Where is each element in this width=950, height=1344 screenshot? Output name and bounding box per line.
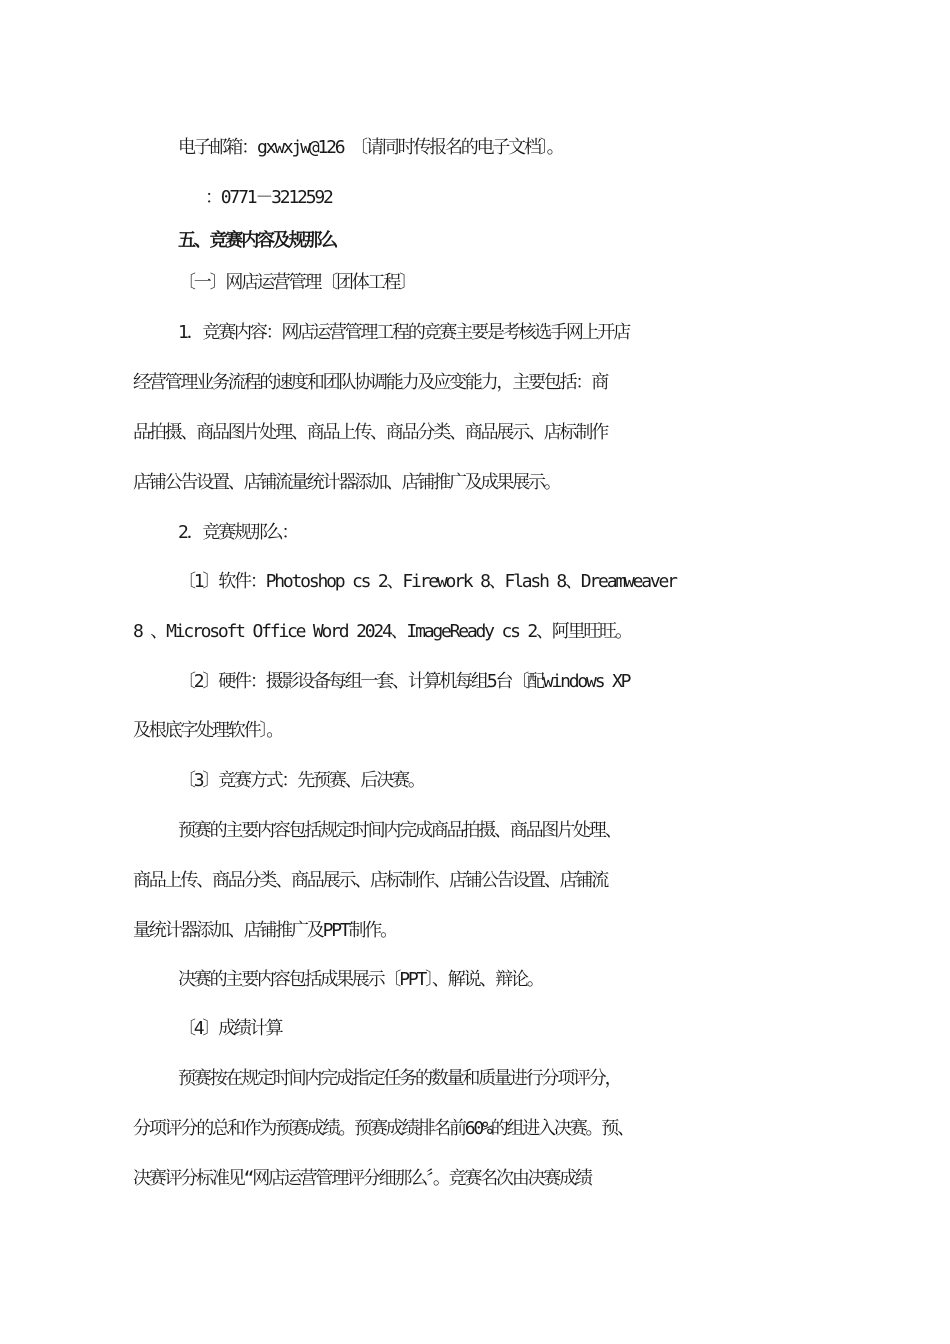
paragraph-line: 决赛的主要内容包括成果展示〔PPT〕、解说、辩论。 xyxy=(178,969,543,990)
paragraph-line: 及根底字处理软件〕。 xyxy=(133,720,282,741)
section-heading: 五、竞赛内容及规那么 xyxy=(178,230,336,251)
paragraph-line: 预赛按在规定时间内完成指定任务的数量和质量进行分项评分， xyxy=(178,1068,621,1089)
email-line: 电子邮箱：gxwxjw@126 〔请同时传报名的电子文档〕。 xyxy=(178,137,563,158)
paragraph-line: 〔2〕硬件：摄影设备每组一套、计算机每组5台〔配windows XP xyxy=(178,671,630,692)
subsection-heading: 〔一〕网店运营管理〔团体工程〕 xyxy=(178,272,415,293)
paragraph-line: 8 、Microsoft Office Word 2024、ImageReady cs 2、阿里旺旺。 xyxy=(133,621,631,642)
paragraph-line: 分项评分的总和作为预赛成绩。预赛成绩排名前60%的组进入决赛。预、 xyxy=(133,1118,633,1139)
paragraph-line: 决赛评分标准见“网店运营管理评分细那么〞。竞赛名次由决赛成绩 xyxy=(133,1168,591,1189)
paragraph-line: 品拍摄、商品图片处理、商品上传、商品分类、商品展示、店标制作 xyxy=(133,422,607,443)
paragraph-line: 〔1〕软件：Photoshop cs 2、Firework 8、Flash 8、Dreamweaver xyxy=(178,571,676,592)
paragraph-line: 2．竞赛规那么： xyxy=(178,522,298,543)
paragraph-line: 〔4〕成绩计算 xyxy=(178,1018,282,1039)
paragraph-line: 预赛的主要内容包括规定时间内完成商品拍摄、商品图片处理、 xyxy=(178,820,621,841)
paragraph-line: 经营管理业务流程的速度和团队协调能力及应变能力，主要包括：商 xyxy=(133,372,607,393)
paragraph-line: 商品上传、商品分类、商品展示、店标制作、店铺公告设置、店铺流 xyxy=(133,870,607,891)
paragraph-line: 〔3〕竞赛方式：先预赛、后决赛。 xyxy=(178,770,424,791)
paragraph-line: 量统计器添加、店铺推广及PPT制作。 xyxy=(133,920,396,941)
paragraph-line: 店铺公告设置、店铺流量统计器添加、店铺推广及成果展示。 xyxy=(133,472,560,493)
paragraph-line: 1．竞赛内容：网店运营管理工程的竞赛主要是考核选手网上开店 xyxy=(178,322,630,343)
phone-line: ：0771－3212592 xyxy=(205,187,332,208)
